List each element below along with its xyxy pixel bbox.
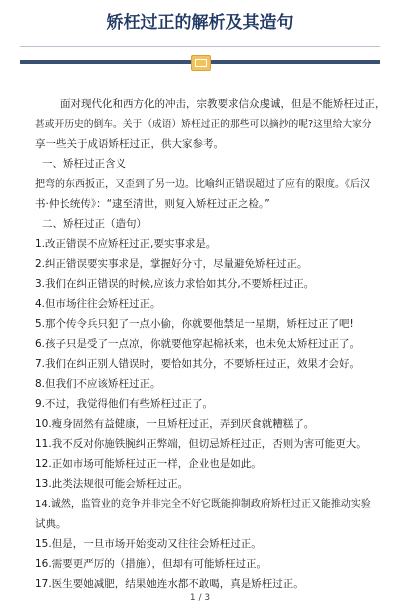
- sentence-item: 13.此类法规很可能会矫枉过正。: [35, 478, 189, 490]
- sentence-item: 6.孩子只是受了一点凉，你就要他穿起棉袄来，也未免太矫枉过正了。: [35, 338, 361, 350]
- sentence-item: 5.那个传令兵只犯了一点小偷，你就要他禁足一星期，矫枉过正了吧!: [35, 318, 354, 330]
- section-1-text-line-1: 把弯的东西扳正，又歪到了另一边。比喻纠正错误超过了应有的限度。《后汉: [35, 179, 370, 190]
- section-1-heading: 一、矫枉过正含义: [42, 158, 126, 170]
- intro-line-1: 面对现代化和西方化的冲击，宗教要求信众虔诚，但是不能矫枉过正，: [60, 98, 386, 110]
- sentence-item: 16.需要更严厉的（措施），但却有可能矫枉过正。: [35, 558, 267, 570]
- section-1-text-line-2: 书·仲长统传》：“逮至清世，则复入矫枉过正之检。”: [35, 198, 270, 210]
- section-2-heading: 二、矫枉过正（造句）: [42, 218, 147, 230]
- sentence-item: 15.但是，一旦市场开始变动又往往会矫枉过正。: [35, 538, 262, 550]
- intro-line-2: 甚或开历史的倒车。关于（成语）矫枉过正的那些可以摘抄的呢?这里给大家分: [35, 119, 372, 130]
- sentence-item: 11.我不反对你施铁腕纠正弊端，但切忌矫枉过正，否则为害可能更大。: [35, 438, 367, 450]
- sentence-item: 7.我们在纠正别人错误时，要恰如其分，不要矫枉过正，效果才会好。: [35, 358, 361, 370]
- sentence-item: 4.但市场往往会矫枉过正。: [35, 298, 161, 310]
- sentence-item: 1.改正错误不应矫枉过正,要实事求是。: [35, 238, 217, 250]
- document-title: 矫枉过正的解析及其造句: [106, 13, 294, 33]
- document-badge-icon: [191, 55, 211, 71]
- sentence-item: 10.瘦身固然有益健康，一旦矫枉过正，弄到厌食就糟糕了。: [35, 418, 315, 430]
- sentence-item: 14.诚然，监管业的竞争并非完全不好它既能抑制政府矫枉过正又能推动实验: [35, 499, 371, 510]
- sentence-item-continued: 试典。: [35, 518, 67, 530]
- sentence-item: 12.正如市场可能矫枉过正一样，企业也是如此。: [35, 458, 262, 470]
- sentence-item: 17.医生要她减肥，结果她连水都不敢喝，真是矫枉过正。: [35, 578, 304, 590]
- title-divider-line: [20, 46, 380, 47]
- intro-line-3: 享一些关于成语矫枉过正，供大家参考。: [35, 138, 224, 150]
- sentence-item: 2.纠正错误要实事求是，掌握好分寸，尽量避免矫枉过正。: [35, 258, 308, 270]
- sentence-item: 8.但我们不应该矫枉过正。: [35, 378, 161, 390]
- page-indicator: 1 / 3: [189, 593, 211, 603]
- sentence-item: 9.不过，我觉得他们有些矫枉过正了。: [35, 398, 214, 410]
- sentence-item: 3.我们在纠正错误的时候,应该力求恰如其分,不要矫枉过正。: [35, 278, 315, 290]
